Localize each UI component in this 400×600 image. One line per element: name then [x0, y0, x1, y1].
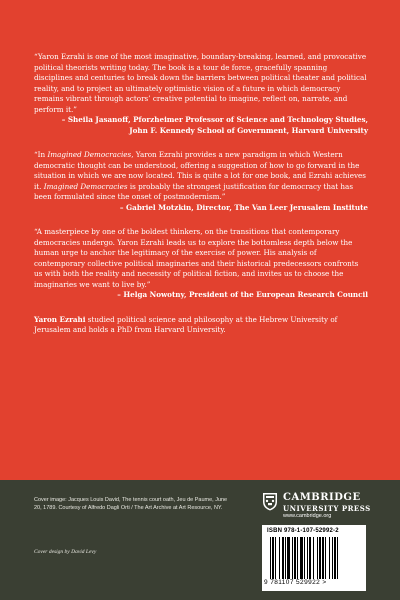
- cover-design-credit: Cover design by David Levy: [34, 549, 97, 555]
- barcode-bar: [334, 537, 336, 579]
- barcode-bar: [319, 537, 321, 579]
- quote-text-part: is probably the strongest justification for democracy that has been formulated since the onset of postmodernism.”: [34, 181, 354, 201]
- barcode-bar: [309, 537, 311, 579]
- author-bio: [34, 315, 368, 336]
- barcode-bar: [332, 537, 333, 579]
- barcode-bar: [313, 537, 314, 579]
- cambridge-crest-icon: [262, 492, 278, 511]
- barcode-bar: [285, 537, 286, 579]
- quote-text: “Yaron Ezrahi is one of the most imaginative, boundary-breaking, learned, and provocative political theorists writing today. The book is a tour de force, gracefully spanning disciplines and centuries to break down the barriers between political theater and political reality, and to project an ultimately optimistic vision of a future in which democracy remains vibrant through actors’ creative potential to imagine, reflect on, narrate, and perform it.”: [34, 52, 367, 114]
- publisher-url: www.cambridge.org: [283, 513, 332, 519]
- barcode-bar: [275, 537, 276, 579]
- publisher-name: CAMBRIDGE: [283, 492, 361, 503]
- barcode-bar: [272, 537, 274, 579]
- barcode-bar: [300, 537, 303, 579]
- barcode-bar: [297, 537, 298, 579]
- barcode-bar: [337, 537, 338, 579]
- barcode-bar: [282, 537, 284, 579]
- barcode-bar: [322, 537, 324, 579]
- endorsements-section: [34, 52, 368, 336]
- quote-text: [34, 150, 368, 203]
- barcode-bar: [307, 537, 308, 579]
- endorsement-motzkin: [34, 150, 368, 213]
- barcode-bar: [270, 537, 271, 579]
- book-title-italic: Imagined Democracies: [43, 181, 128, 191]
- quote-attribution-affiliation: John F. Kennedy School of Government, Harvard University: [129, 125, 368, 135]
- endorsement-nowotny: [34, 227, 368, 301]
- quote-attribution: – Gabriel Motzkin, Director, The Van Leer Jerusalem Institute: [119, 202, 368, 212]
- cover-image-credit: Cover image: Jacques Louis David, The tennis court oath, Jeu de Paume, June 20, 1789. Courtesy of Alfredo Dagli Orti / The Art Archive at Art Resource, NY.: [34, 497, 228, 511]
- barcode-bar: [279, 537, 280, 579]
- barcode-bar: [292, 537, 293, 579]
- quote-text: “A masterpiece by one of the boldest thinkers, on the transitions that contemporary democracies undergo. Yaron Ezrahi leads us to explore the bottomless depth below the human urge to anchor the legitimacy of the exercise of power. His analysis of contemporary collective political imaginaries and their historical predecessors confronts us with both the reality and necessity of political fiction, and invites us to choose the imaginaries we want to live by.”: [34, 227, 359, 289]
- barcode-bar: [287, 537, 290, 579]
- barcode-bars: [270, 537, 358, 579]
- barcode-digits: 9 781107 529922 >: [264, 579, 327, 586]
- quote-attribution: – Helga Nowotny, President of the European Research Council: [117, 290, 368, 299]
- isbn-barcode: [262, 525, 366, 591]
- endorsement-jasanoff: [34, 52, 368, 136]
- quote-text-part: “In: [34, 150, 48, 159]
- barcode-bar: [294, 537, 296, 579]
- footer-band: [0, 480, 400, 600]
- author-bio-text: studied political science and philosophy at the Hebrew University of Jerusalem and holds a PhD from Harvard University.: [34, 314, 338, 334]
- barcode-bar: [329, 537, 330, 579]
- quote-text-part: , Yaron Ezrahi provides a new paradigm in which Western democratic thought can be understood, offering a suggestion of how to go forward in the situation in which we are now located. This is quite a lot for one book, and Ezrahi achieves it.: [34, 150, 366, 191]
- book-title-italic: Imagined Democracies: [47, 150, 132, 159]
- barcode-bar: [325, 537, 326, 579]
- author-name: Yaron Ezrahi: [34, 314, 86, 324]
- barcode-bar: [317, 537, 318, 579]
- barcode-bar: [304, 537, 305, 579]
- publisher-subtitle: UNIVERSITY PRESS: [283, 504, 371, 513]
- isbn-label: ISBN 978-1-107-52992-2: [267, 528, 339, 534]
- quote-attribution: – Sheila Jasanoff, Pforzheimer Professor of Science and Technology Studies,: [61, 115, 368, 124]
